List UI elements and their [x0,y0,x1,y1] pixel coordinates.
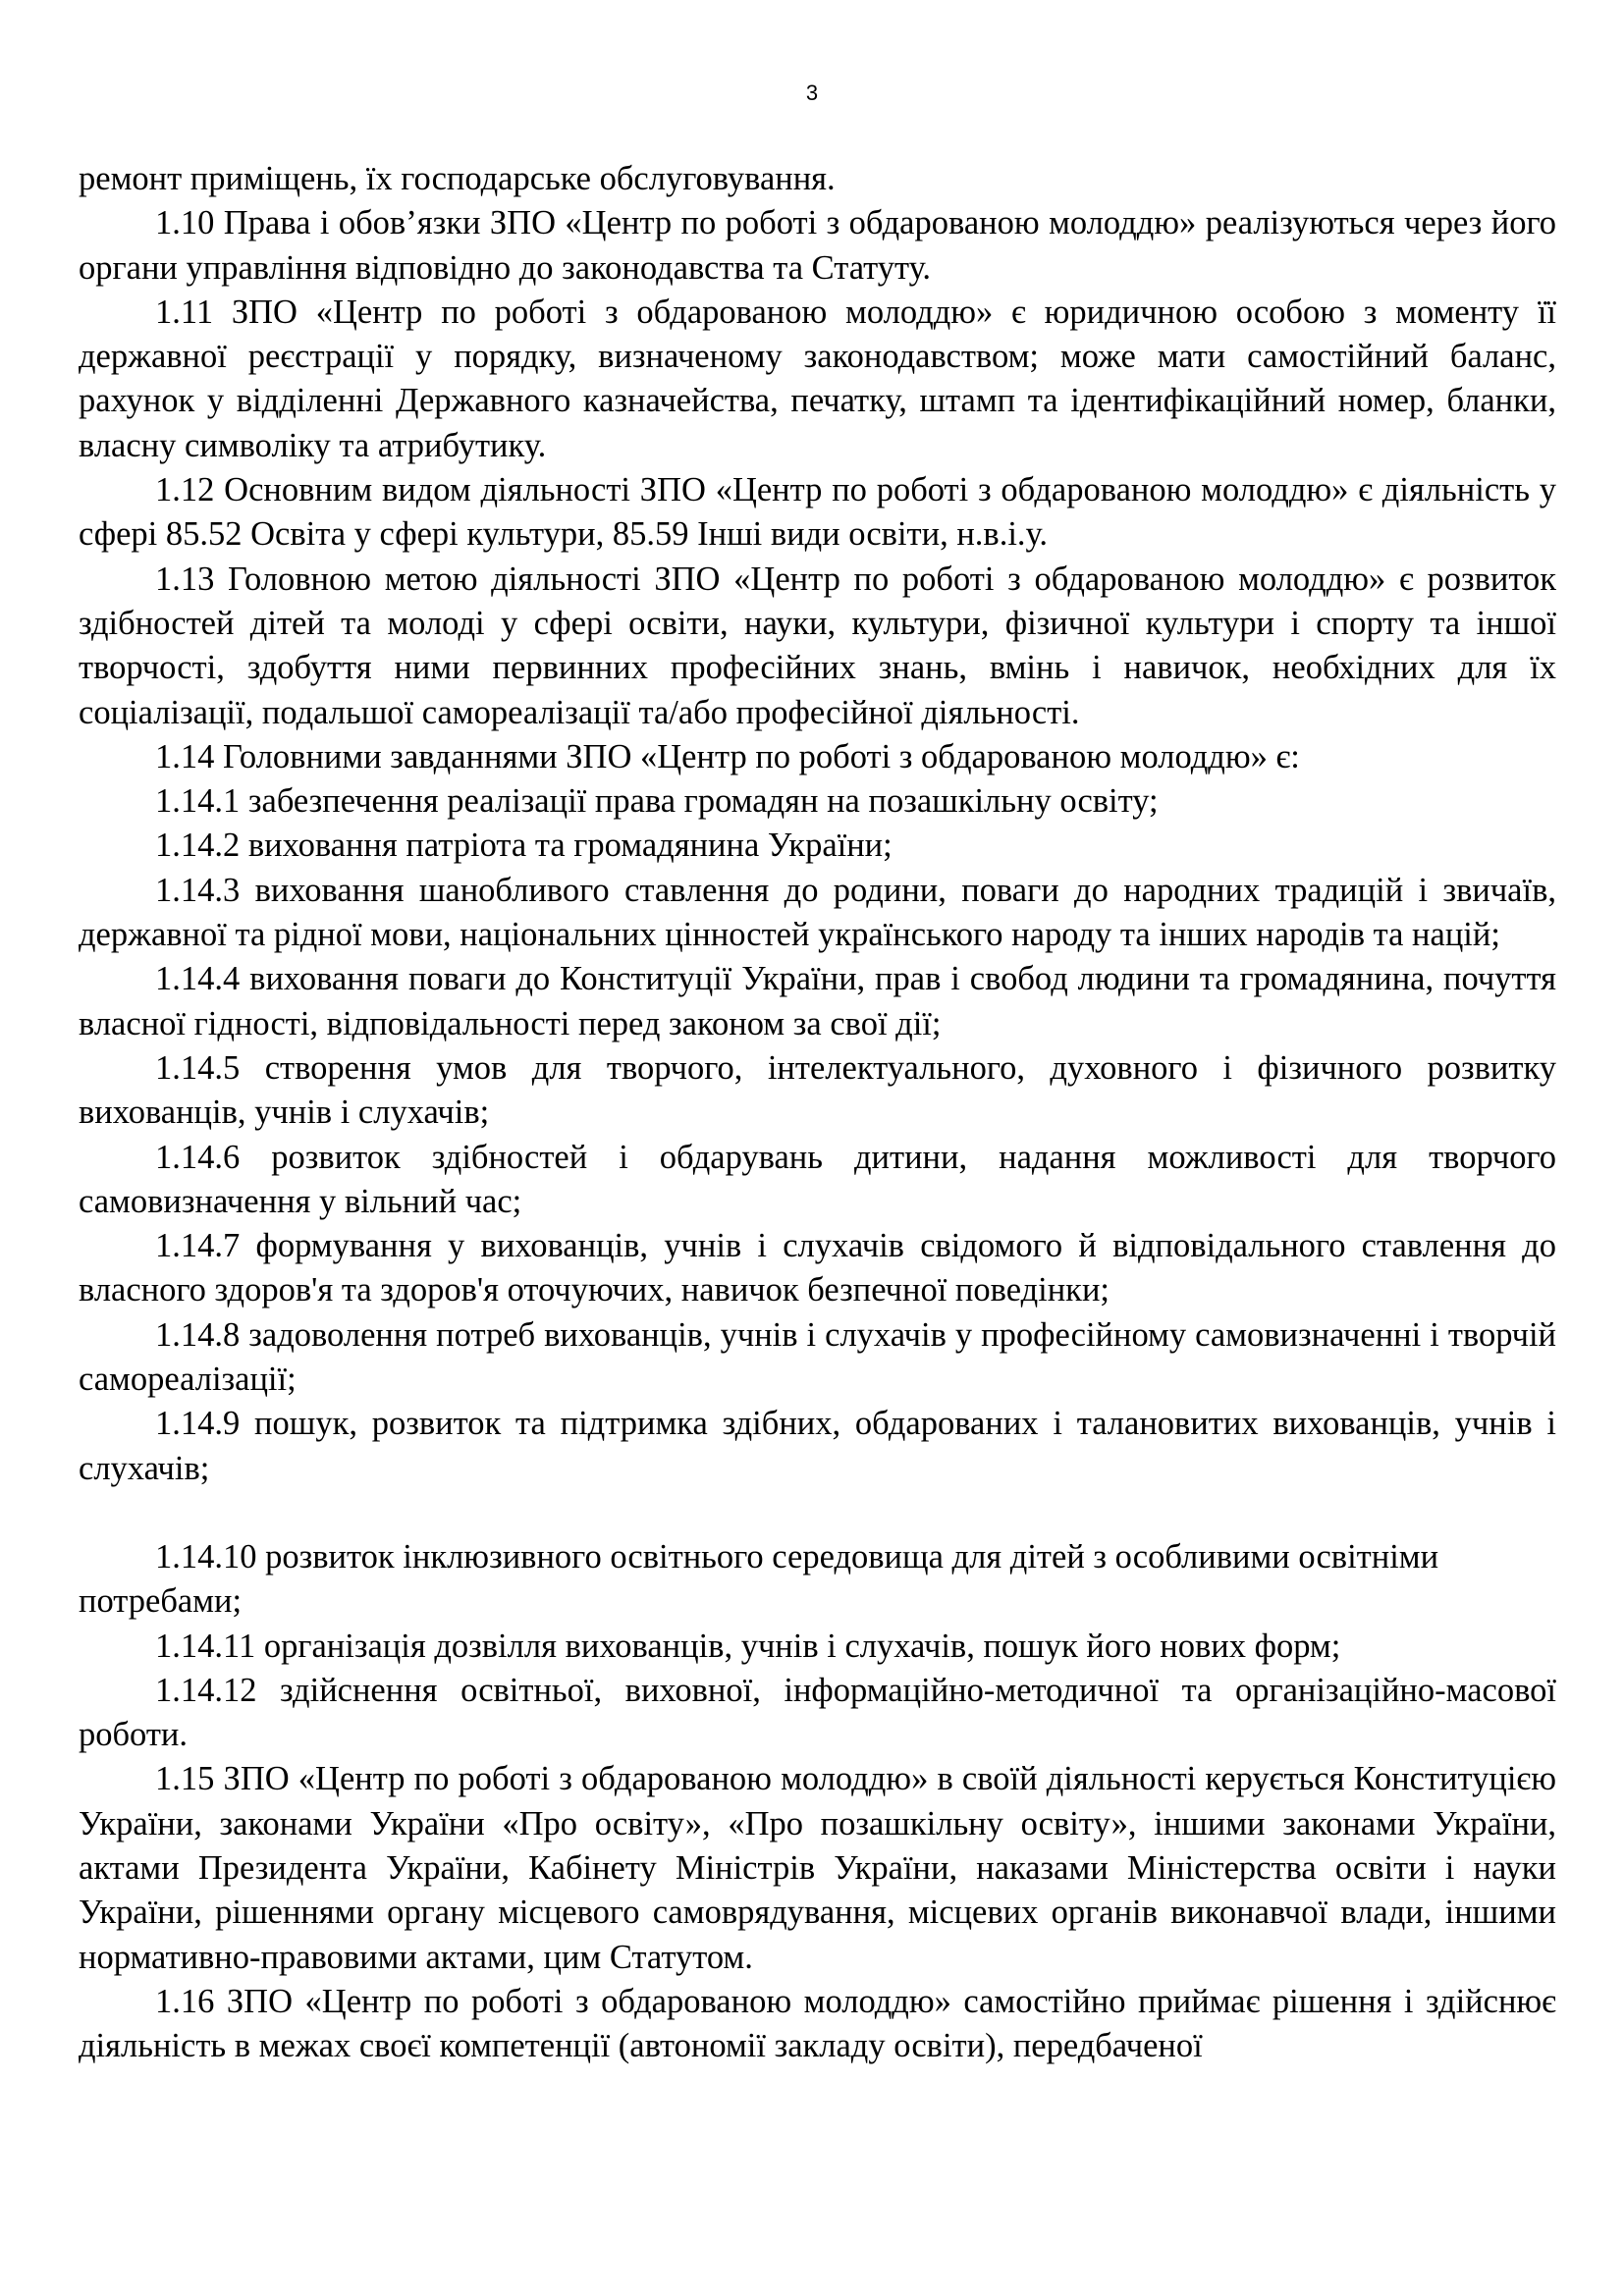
paragraph-1-13: 1.13 Головною метою діяльності ЗПО «Центр по роботі з обдарованою молоддю» є розвиток здібностей дітей та молоді у сфері освіти, науки, культури, фізичної культури і спорту та іншої творчості, здобуття ними первинних професійних знань, вмінь і навичок, необхідних для їх соціалізації, подальшої самореалізації та/або професійної діяльності. [79,560,1556,731]
paragraph-1-14-2: 1.14.2 виховання патріота та громадянина України; [155,827,893,865]
paragraph-1-14-5: 1.14.5 створення умов для творчого, інтелектуального, духовного і фізичного розвитку вихованців, учнів і слухачів; [79,1048,1556,1132]
paragraph-1-14-4: 1.14.4 виховання поваги до Конституції України, прав і свобод людини та громадянина, почуття власної гідності, відповідальності перед законом за свої дії; [79,960,1556,1042]
paragraph-1-15: 1.15 ЗПО «Центр по роботі з обдарованою молоддю» в своїй діяльності керується Конституцією України, законами України «Про освіту», «Про позашкільну освіту», іншими законами України, актами Президента України, Кабінету Міністрів України, наказами Міністерства освіти і науки України, рішеннями органу місцевого самоврядування, місцевих органів виконавчої влади, іншими нормативно-правовими актами, цим Статутом. [79,1760,1556,1976]
paragraph-1-14-6: 1.14.6 розвиток здібностей і обдарувань дитини, надання можливості для творчого самовизначення у вільний час; [79,1138,1556,1220]
paragraph-1-14-12: 1.14.12 здійснення освітньої, виховної, інформаційно-методичної та організаційно-масової роботи. [79,1671,1556,1754]
paragraph-1-14: 1.14 Головними завданнями ЗПО «Центр по роботі з обдарованою молоддю» є: [155,737,1300,775]
paragraph-1-14-9: 1.14.9 пошук, розвиток та підтримка здібних, обдарованих і талановитих вихованців, учнів і слухачів; [79,1405,1556,1487]
paragraph-1-12: 1.12 Основним видом діяльності ЗПО «Центр по роботі з обдарованою молоддю» є діяльність у сфері 85.52 Освіта у сфері культури, 85.59 Інші види освіти, н.в.і.у. [79,471,1556,554]
paragraph-1-14-8: 1.14.8 задоволення потреб вихованців, учнів і слухачів у професійному самовизначенні і творчій самореалізації; [79,1315,1556,1399]
paragraph-1-14-11: 1.14.11 організація дозвілля вихованців, учнів і слухачів, пошук його нових форм; [155,1627,1341,1665]
paragraph-1-14-7: 1.14.7 формування у вихованців, учнів і слухачів свідомого й відповідального ставлення до власного здоров'я та здоров'я оточуючих, навичок безпечної поведінки; [79,1227,1556,1309]
paragraph-1-14-1: 1.14.1 забезпечення реалізації права громадян на позашкільну освіту; [155,782,1159,821]
paragraph-1-11: 1.11 ЗПО «Центр по роботі з обдарованою молоддю» є юридичною особою з моменту її державної реєстрації у порядку, визначеному законодавством; може мати самостійний баланс, рахунок у відділенні Державного казначейства, печатку, штамп та ідентифікаційний номер, бланки, власну символіку та атрибутику. [79,293,1556,464]
document-body [79,157,1556,2068]
page-number: 3 [805,80,819,105]
paragraph-1-16: 1.16 ЗПО «Центр по роботі з обдарованою молоддю» самостійно приймає рішення і здійснює діяльність в межах своєї компетенції (автономії закладу освіти), передбаченої [79,1982,1556,2065]
paragraph-1-14-3: 1.14.3 виховання шанобливого ставлення до родини, поваги до народних традицій і звичаїв, державної та рідної мови, національних цінностей українського народу та інших народів та націй; [79,871,1556,954]
paragraph-1-10: 1.10 Права і обов’язки ЗПО «Центр по роботі з обдарованою молоддю» реалізуються через його органи управління відповідно до законодавства та Статуту. [79,204,1556,287]
paragraph-1-14-10: 1.14.10 розвиток інклюзивного освітнього середовища для дітей з особливими освітніми потребами; [79,1537,1439,1621]
paragraph-continuation: ремонт приміщень, їх господарське обслуговування. [79,160,836,197]
